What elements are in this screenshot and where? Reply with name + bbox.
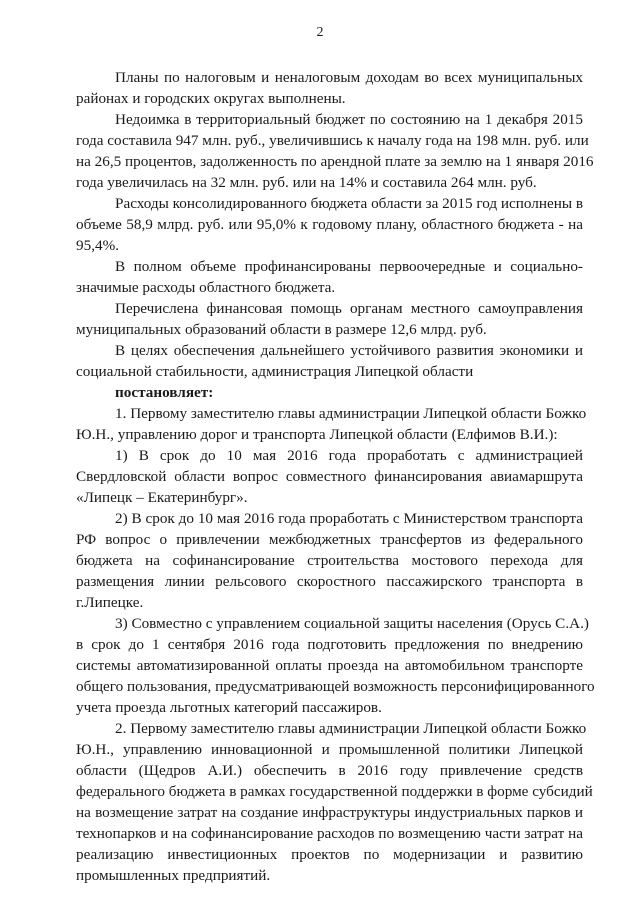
text-line: размещения линии рельсового скоростного пассажирского транспорта в [76, 573, 583, 590]
text-line: технопарков и на софинансирование расходов по возмещению части затрат на [76, 825, 583, 842]
text-line: Ю.Н., управлению инновационной и промышленной политики Липецкой [76, 741, 583, 758]
text-line: социальной стабильности, администрация Липецкой области [76, 363, 474, 380]
text-line: года составила 947 млн. руб., увеличившись к началу года на 198 млн. руб. или [76, 132, 589, 149]
text-line: реализацию инвестиционных проектов по модернизации и развитию [76, 846, 583, 863]
text-line: В полном объеме профинансированы первоочередные и социально- [115, 258, 583, 275]
text-line: Ю.Н., управлению дорог и транспорта Липецкой области (Елфимов В.И.): [76, 426, 558, 443]
text-line: учета проезда льготных категорий пассажиров. [76, 699, 382, 716]
text-line: 95,4%. [76, 237, 120, 254]
text-line: области (Щедров А.И.) обеспечить в 2016 году привлечение средств [76, 762, 583, 779]
text-line [115, 883, 583, 884]
text-line: 3) Совместно с управлением социальной защиты населения (Орусь С.А.) [115, 615, 589, 632]
decree-heading: постановляет: [115, 384, 214, 401]
text-line: года увеличилась на 32 млн. руб. или на 14% и составила 264 млн. руб. [76, 174, 537, 191]
text-line: РФ вопрос о привлечении межбюджетных трансфертов из федерального [76, 531, 583, 548]
text-line: Недоимка в территориальный бюджет по состоянию на 1 декабря 2015 [115, 111, 583, 128]
text-line: в срок до 1 сентября 2016 года подготовить предложения по внедрению [76, 636, 583, 653]
text-line: районах и городских округах выполнены. [76, 90, 346, 107]
text-line: бюджета на софинансирование строительства мостового перехода для [76, 552, 583, 569]
text-line: 2) В срок до 10 мая 2016 года проработать с Министерством транспорта [115, 510, 583, 527]
text-line: на 26,5 процентов, задолженность по арендной плате за землю на 1 января 2016 [76, 153, 594, 170]
text-line: «Липецк – Екатеринбург». [76, 489, 248, 506]
text-line: 1. Первому заместителю главы администрации Липецкой области Божко [115, 405, 587, 422]
text-line: значимые расходы областного бюджета. [76, 279, 336, 296]
text-line: В целях обеспечения дальнейшего устойчивого развития экономики и [115, 342, 583, 359]
text-line: 2. Первому заместителю главы администрации Липецкой области Божко [115, 720, 587, 737]
text-line: Свердловской области вопрос совместного финансирования авиамаршрута [76, 468, 583, 485]
text-line: Планы по налоговым и неналоговым доходам во всех муниципальных [115, 69, 583, 86]
text-line: г.Липецке. [76, 594, 144, 611]
text-line: федерального бюджета в рамках государственной поддержки в форме субсидий [76, 783, 593, 800]
text-line: 1) В срок до 10 мая 2016 года проработать с администрацией [115, 447, 583, 464]
text-line: системы автоматизированной оплаты проезда на автомобильном транспорте [76, 657, 583, 674]
text-line: на возмещение затрат на создание инфраструктуры индустриальных парков и [76, 804, 583, 821]
text-line: общего пользования, предусматривающей возможность персонифицированного [76, 678, 595, 695]
text-line: Перечислена финансовая помощь органам местного самоуправления [115, 300, 583, 317]
page-number: 2 [316, 25, 324, 40]
text-line: промышленных предприятий. [76, 867, 271, 884]
text-line: объеме 58,9 млрд. руб. или 95,0% к годовому плану, областного бюджета - на [76, 216, 583, 233]
text-line: муниципальных образований области в размере 12,6 млрд. руб. [76, 321, 487, 338]
text-line: Расходы консолидированного бюджета области за 2015 год исполнены в [115, 195, 584, 212]
